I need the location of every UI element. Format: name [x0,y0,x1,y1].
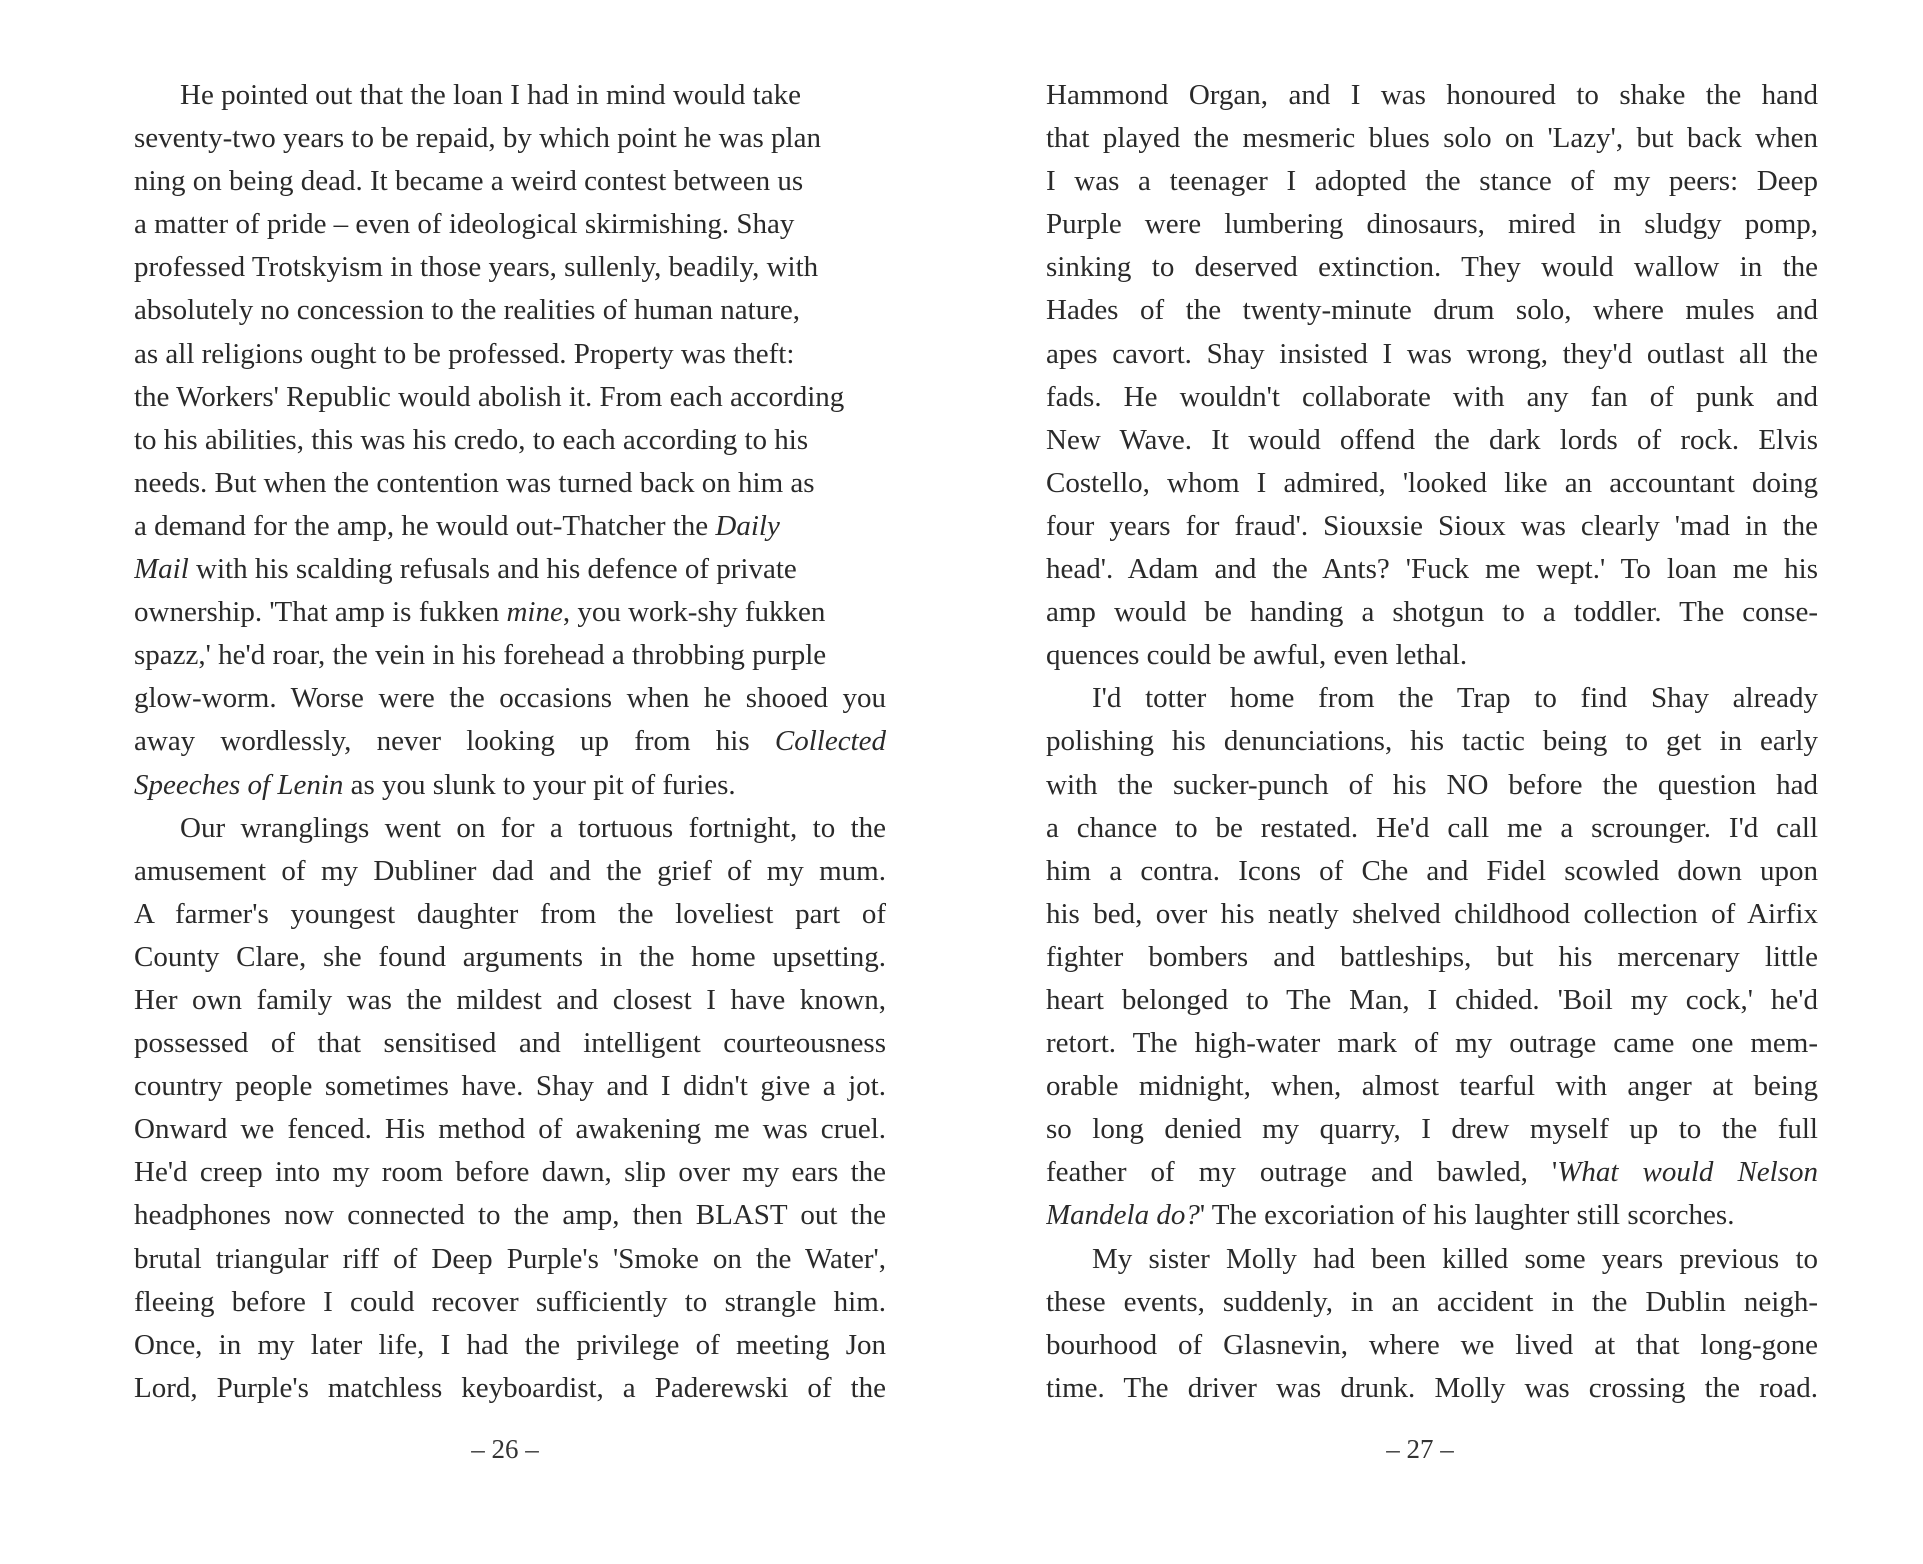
text-line: He'd creep into my room before dawn, slip over my ears the [134,1156,886,1189]
text-line: Purple were lumbering dinosaurs, mired in sludgy pomp, [1046,208,1818,241]
text-line: country people sometimes have. Shay and I didn't give a jot. [134,1070,886,1103]
text-line: ning on being dead. It became a weird contest between us [134,165,804,198]
text-line: professed Trotskyism in those years, sullenly, beadily, with [134,251,819,284]
text-line: He pointed out that the loan I had in mind would take [180,79,801,111]
text-line: New Wave. It would offend the dark lords of rock. Elvis [1046,423,1818,456]
left-page-number: – 26 – [471,1434,539,1464]
text-line: Our wranglings went on for a tortuous fortnight, to the [180,811,886,844]
text-line: Hammond Organ, and I was honoured to shake the hand [1046,79,1818,111]
left-page-text [134,74,886,1410]
right-page-text [1046,74,1818,1410]
right-page-number: – 27 – [1386,1434,1454,1464]
text-line: four years for fraud'. Siouxsie Sioux was clearly 'mad in the [1046,509,1818,542]
left-page [0,0,960,1564]
text-line: spazz,' he'd roar, the vein in his forehead a throbbing purple [134,639,827,672]
text-line: him a contra. Icons of Che and Fidel scowled down upon [1046,854,1818,887]
text-line: the Workers' Republic would abolish it. From each according [134,380,845,413]
text-line: heart belonged to The Man, I chided. 'Boil my cock,' he'd [1046,983,1818,1016]
text-line: Mail with his scalding refusals and his defence of private [134,553,797,586]
text-line: amusement of my Dubliner dad and the grief of my mum. [134,854,886,887]
text-line: I'd totter home from the Trap to find Shay already [1092,682,1818,715]
text-line: to his abilities, this was his credo, to each according to his [134,423,809,456]
text-line: apes cavort. Shay insisted I was wrong, they'd outlast all the [1046,337,1818,370]
text-line: Costello, whom I admired, 'looked like an accountant doing [1046,466,1818,499]
text-line: sinking to deserved extinction. They would wallow in the [1046,251,1818,284]
text-line: a chance to be restated. He'd call me a scrounger. I'd call [1046,811,1818,844]
text-line: retort. The high-water mark of my outrage came one mem- [1046,1027,1818,1060]
text-line: My sister Molly had been killed some years previous to [1092,1242,1818,1275]
text-line: seventy-two years to be repaid, by which point he was plan [134,122,821,155]
text-line: Hades of the twenty-minute drum solo, where mules and [1046,294,1818,327]
text-line: ownership. 'That amp is fukken mine, you work-shy fukken [134,596,826,629]
text-line: fighter bombers and battleships, but his mercenary little [1046,940,1818,973]
text-line: so long denied my quarry, I drew myself up to the full [1046,1113,1818,1146]
text-line: bourhood of Glasnevin, where we lived at that long-gone [1046,1328,1818,1361]
text-line: that played the mesmeric blues solo on 'Lazy', but back when [1046,122,1818,155]
text-line: brutal triangular riff of Deep Purple's 'Smoke on the Water', [134,1242,886,1275]
text-line: needs. But when the contention was turned back on him as [134,466,815,499]
text-line: time. The driver was drunk. Molly was crossing the road. [1046,1371,1818,1404]
text-line: feather of my outrage and bawled, 'What would Nelson [1046,1156,1818,1189]
text-line: Speeches of Lenin as you slunk to your pit of furies. [134,768,736,801]
text-line: glow-worm. Worse were the occasions when he shooed you [134,682,886,715]
text-line: I was a teenager I adopted the stance of my peers: Deep [1046,165,1818,198]
text-line: fads. He wouldn't collaborate with any fan of punk and [1046,380,1818,413]
text-line: Lord, Purple's matchless keyboardist, a Paderewski of the [134,1371,886,1404]
text-line: absolutely no concession to the realities of human nature, [134,294,801,327]
text-line: a matter of pride – even of ideological skirmishing. Shay [134,208,795,241]
text-line: A farmer's youngest daughter from the loveliest part of [134,897,886,930]
text-line: his bed, over his neatly shelved childhood collection of Airfix [1046,897,1818,930]
text-line: Once, in my later life, I had the privilege of meeting Jon [134,1328,886,1361]
text-line: quences could be awful, even lethal. [1046,639,1468,672]
right-page [960,0,1923,1564]
text-line: as all religions ought to be professed. Property was theft: [134,337,795,370]
text-line: County Clare, she found arguments in the home upsetting. [134,940,886,973]
text-line: head'. Adam and the Ants? 'Fuck me wept.' To loan me his [1046,553,1818,586]
text-line: orable midnight, when, almost tearful with anger at being [1046,1070,1818,1103]
text-line: Onward we fenced. His method of awakening me was cruel. [134,1113,886,1146]
text-line: amp would be handing a shotgun to a toddler. The conse- [1046,596,1818,629]
text-line: headphones now connected to the amp, then BLAST out the [134,1199,886,1232]
text-line: with the sucker-punch of his NO before the question had [1046,768,1818,801]
text-line: Her own family was the mildest and closest I have known, [134,983,886,1016]
text-line: fleeing before I could recover sufficiently to strangle him. [134,1285,886,1318]
text-line: polishing his denunciations, his tactic being to get in early [1046,725,1818,758]
text-line: away wordlessly, never looking up from his Collected [134,725,886,758]
text-line: a demand for the amp, he would out-Thatcher the Daily [134,509,780,542]
text-line: possessed of that sensitised and intelligent courteousness [134,1027,886,1060]
text-line: these events, suddenly, in an accident in the Dublin neigh- [1046,1285,1818,1318]
text-line: Mandela do?' The excoriation of his laughter still scorches. [1046,1199,1735,1232]
